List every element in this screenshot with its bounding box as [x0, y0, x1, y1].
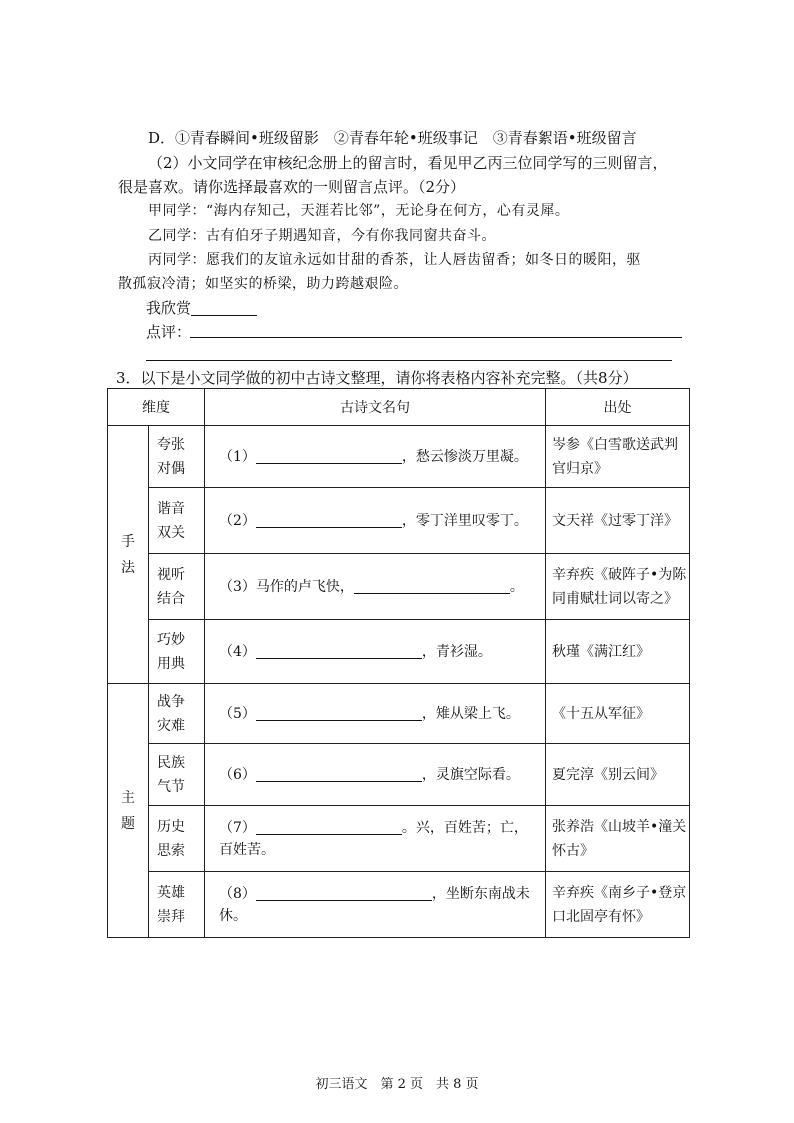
- verse-cell: [205, 684, 546, 744]
- verse-suffix: ，坐断东南战未休。: [219, 885, 530, 924]
- source-line: 怀古》: [552, 842, 594, 859]
- category-technique: [108, 426, 149, 684]
- subcategory-line: 历史: [157, 818, 185, 835]
- comment-label: 点评：: [146, 323, 192, 341]
- table-row: [108, 620, 690, 684]
- verse-prefix: （1）: [219, 448, 256, 465]
- subcategory-line: 崇拜: [157, 908, 185, 925]
- comment-blank-line-2[interactable]: [146, 360, 672, 361]
- message-bing-line-1: 丙同学：愿我们的友谊永远如甘甜的香茶，让人唇齿留香；如冬日的暖阳，驱: [148, 252, 641, 268]
- verse-prefix: （7）: [219, 819, 256, 836]
- source-line: 同甫赋壮词以寄之》: [552, 590, 678, 607]
- verse-blank[interactable]: [256, 511, 402, 528]
- table-row: [108, 684, 690, 744]
- source-line: 秋瑾《满江红》: [552, 643, 650, 660]
- category-char: 手: [121, 533, 135, 550]
- table-row: [108, 872, 690, 938]
- source-cell: [546, 620, 690, 684]
- verse-suffix: 。兴，百姓苦；亡，: [401, 819, 528, 836]
- table-row: [108, 806, 690, 872]
- header-source: 出处: [546, 389, 690, 426]
- verse-blank[interactable]: [256, 704, 422, 721]
- source-cell: [546, 744, 690, 806]
- header-verse: 古诗文名句: [205, 389, 546, 426]
- subcategory: [149, 426, 205, 488]
- table-row: [108, 488, 690, 554]
- source-line: 张养浩《山坡羊•潼关: [552, 818, 687, 835]
- category-char: 主: [121, 789, 135, 806]
- sub-question-2-line-1: （2）小文同学在审核纪念册上的留言时，看见甲乙丙三位同学写的三则留言，: [148, 154, 668, 172]
- verse-cell: [205, 872, 546, 938]
- subcategory: [149, 872, 205, 938]
- verse-suffix: ，零丁洋里叹零丁。: [401, 512, 528, 529]
- verse-cell: [205, 744, 546, 806]
- message-bing-line-2: 散孤寂冷清；如坚实的桥梁，助力跨越艰险。: [118, 276, 408, 292]
- verse-prefix: （2）: [219, 512, 256, 529]
- verse-cell: [205, 554, 546, 620]
- verse-line-2: 百姓苦。: [219, 841, 275, 858]
- subcategory: [149, 684, 205, 744]
- verse-prefix: （5）: [219, 705, 256, 722]
- verse-blank[interactable]: [256, 765, 422, 782]
- subcategory-line: 对偶: [157, 460, 185, 477]
- verse-prefix: （4）: [219, 643, 256, 660]
- sub-question-2-line-2: 很是喜欢。请你选择最喜欢的一则留言点评。（2分）: [118, 178, 466, 196]
- option-d: D．①青春瞬间•班级留影 ②青春年轮•班级事记 ③青春絮语•班级留言: [148, 129, 637, 147]
- header-dimension: 维度: [108, 389, 205, 426]
- category-char: 题: [121, 815, 135, 832]
- source-line: 辛弃疾《破阵子•为陈: [552, 566, 687, 583]
- subcategory-line: 思索: [157, 842, 185, 859]
- subcategory-line: 巧妙: [157, 631, 185, 648]
- verse-cell: [205, 806, 546, 872]
- source-cell: [546, 426, 690, 488]
- source-line: 辛弃疾《南乡子•登京: [552, 884, 687, 901]
- source-cell: [546, 684, 690, 744]
- page-footer: 初三语文 第 2 页 共 8 页: [315, 1077, 479, 1092]
- verse-blank[interactable]: [256, 818, 402, 835]
- subcategory-line: 战争: [157, 693, 185, 710]
- subcategory-line: 谐音: [157, 500, 185, 517]
- subcategory: [149, 554, 205, 620]
- source-cell: [546, 554, 690, 620]
- comment-blank-line-1[interactable]: [190, 337, 682, 338]
- verse-prefix: （3）马作的卢飞快，: [219, 578, 354, 595]
- source-line: 《十五从军征》: [552, 705, 650, 722]
- source-line: 岑参《白雪歌送武判: [552, 436, 678, 453]
- subcategory: [149, 488, 205, 554]
- verse-suffix: ，雉从梁上飞。: [421, 705, 520, 722]
- source-cell: [546, 806, 690, 872]
- subcategory: [149, 620, 205, 684]
- category-char: 法: [121, 559, 135, 576]
- source-line: 官归京》: [552, 460, 608, 477]
- subcategory: [149, 806, 205, 872]
- verse-blank[interactable]: [256, 447, 402, 464]
- verse-blank[interactable]: [354, 577, 510, 594]
- verse-blank[interactable]: [256, 642, 422, 659]
- verse-cell: [205, 426, 546, 488]
- source-line: 夏完淳《别云间》: [552, 766, 664, 783]
- subcategory-line: 结合: [157, 590, 185, 607]
- verse-blank[interactable]: [256, 884, 432, 901]
- poem-table: [107, 388, 690, 938]
- table-row: [108, 554, 690, 620]
- source-cell: [546, 488, 690, 554]
- subcategory-line: 灾难: [157, 717, 185, 734]
- subcategory-line: 夸张: [157, 436, 185, 453]
- verse-suffix: ，灵旗空际看。: [421, 766, 520, 783]
- verse-cell: [205, 488, 546, 554]
- subcategory: [149, 744, 205, 806]
- source-cell: [546, 872, 690, 938]
- subcategory-line: 用典: [157, 655, 185, 672]
- verse-prefix: （8）: [219, 885, 256, 902]
- subcategory-line: 民族: [157, 754, 185, 771]
- verse-suffix: ，青衫湿。: [421, 643, 492, 660]
- question-3-title: 3．以下是小文同学做的初中古诗文整理，请你将表格内容补充完整。（共8分）: [116, 369, 638, 387]
- table-row: [108, 426, 690, 488]
- appreciate-blank[interactable]: [191, 299, 257, 316]
- verse-suffix: 。: [509, 578, 524, 595]
- source-line: 文天祥《过零丁洋》: [552, 512, 678, 529]
- subcategory-line: 视听: [157, 566, 185, 583]
- comment-row: [146, 322, 191, 342]
- subcategory-line: 气节: [157, 778, 185, 795]
- verse-suffix: ，愁云惨淡万里凝。: [401, 448, 528, 465]
- verse-prefix: （6）: [219, 766, 256, 783]
- category-theme: [108, 684, 149, 938]
- appreciate-label: 我欣赏: [146, 299, 192, 317]
- verse-cell: [205, 620, 546, 684]
- message-yi: 乙同学：古有伯牙子期遇知音，今有你我同窗共奋斗。: [148, 228, 496, 244]
- appreciate-row: [146, 298, 257, 318]
- subcategory-line: 英雄: [157, 884, 185, 901]
- message-jia: 甲同学：“海内存知己，天涯若比邻”，无论身在何方，心有灵犀。: [148, 203, 570, 219]
- subcategory-line: 双关: [157, 524, 185, 541]
- source-line: 口北固亭有怀》: [552, 908, 650, 925]
- table-header-row: [108, 389, 690, 426]
- table-row: [108, 744, 690, 806]
